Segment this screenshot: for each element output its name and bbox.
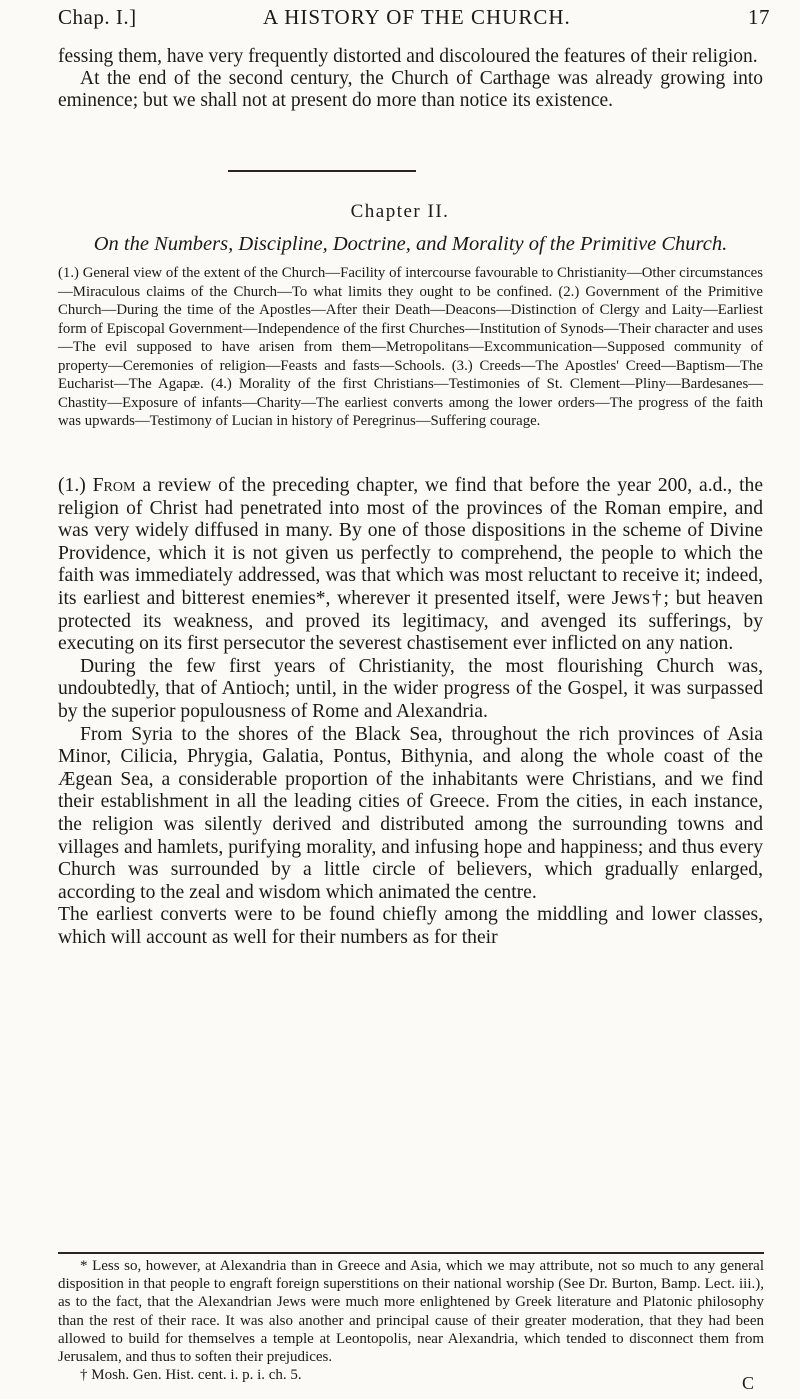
- signature-mark: C: [742, 1373, 755, 1393]
- main-paragraph-2: During the few first years of Christianity, the most flourishing Church was, undoubtedly, that of Antioch; until, in the wider progress of the Gospel, it was surpassed by the superior populousness of Rome and Alexandria.: [58, 655, 763, 722]
- header-chapter: Chap. I.]: [58, 5, 137, 29]
- chapter-subtitle: On the Numbers, Discipline, Doctrine, and Morality of the Primitive Church.: [93, 233, 728, 255]
- opening-paragraph-2: At the end of the second century, the Church of Carthage was already growing into eminence; but we shall not at present do more than notice its existence.: [58, 68, 763, 111]
- footnote-1: * Less so, however, at Alexandria than in Greece and Asia, which we may attribute, not so much to any general disposition in that people to engraft foreign superstitions on their national worship (See Dr. Burton, Bamp. Lect. iii.), as to the fact, that the Alexandrian Jews were much more enlightened by Greek literature and Platonic philosophy than the rest of their race. It was also another and principal cause of their greater moderation, that they had been allowed to build for themselves a temple at Leontopolis, near Alexandria, which tended to disconnect them from Jerusalem, and thus to soften their prejudices.: [58, 1258, 764, 1366]
- running-header: [58, 5, 770, 35]
- header-title: A HISTORY OF THE CHURCH.: [263, 5, 571, 29]
- section-divider: [228, 170, 416, 172]
- paragraph-1-body: a review of the preceding chapter, we find that before the year 200, a.d., the religion of Christ had penetrated into most of the provinces of the Roman empire, and was very widely diffused in many. By one of those dispositions in the scheme of Divine Providence, which it is not given us perfectly to comprehend, the people to which the faith was immediately addressed, was that which was most reluctant to receive it; indeed, its earliest and bitterest enemies*, wherever it presented itself, were Jews†; but heaven protected its weakness, and proved its legitimacy, and avenged its sufferings, by executing on its first persecutor the severest chastisement ever inflicted on any nation.: [58, 475, 764, 655]
- main-text: [58, 475, 763, 949]
- chapter-summary: (1.) General view of the extent of the Church—Facility of intercourse favourable to Christianity—Other circumstances—Miraculous claims of the Church—To what limits they ought to be confined. (2.) Government of the Primitive Church—During the time of the Apostles—After their Death—Deacons—Distinction of Clergy and Laity—Earliest form of Episcopal Government—Independence of the first Churches—Institution of Synods—Their character and uses—The evil supposed to have arisen from them—Metropolitans—Excommunication—Supposed community of property—Ceremonies of religion—Feasts and fasts—Schools. (3.) Creeds—The Apostles' Creed—Baptism—The Eucharist—The Agapæ. (4.) Morality of the first Christians—Testimonies of St. Clement—Pliny—Bardesanes—Chastity—Exposure of infants—Charity—The earliest converts among the lower orders—The progress of the faith was upwards—Testimony of Lucian in history of Peregrinus—Suffering courage.: [58, 265, 763, 429]
- footnote-2: † Mosh. Gen. Hist. cent. i. p. i. ch. 5.: [80, 1367, 302, 1384]
- main-paragraph-4: The earliest converts were to be found chiefly among the middling and lower classes, which will account as well for their numbers as for their: [58, 904, 763, 948]
- main-paragraph-3: From Syria to the shores of the Black Sea, throughout the rich provinces of Asia Minor, Cilicia, Phrygia, Galatia, Pontus, Bithynia, and along the whole coast of the Ægean Sea, a considerable proportion of the inhabitants were Christians, and we find their establishment in all the leading cities of Greece. From the cities, in each instance, the religion was silently derived and distributed among the surrounding towns and villages and hamlets, purifying morality, and infusing hope and happiness; and thus every Church was surrounded by a little circle of believers, which gradually enlarged, according to the zeal and wisdom which animated the centre.: [58, 723, 763, 903]
- footnote-divider: [58, 1252, 764, 1254]
- page-number: 17: [748, 5, 770, 29]
- opening-text: [58, 46, 763, 112]
- main-paragraph-1: [58, 475, 763, 656]
- lead-word: From: [92, 475, 136, 496]
- chapter-heading: Chapter II.: [350, 201, 450, 222]
- opening-paragraph-1: fessing them, have very frequently distorted and discoloured the features of their religion.: [58, 46, 758, 67]
- footnotes: [58, 1257, 764, 1384]
- section-marker: (1.): [58, 475, 86, 496]
